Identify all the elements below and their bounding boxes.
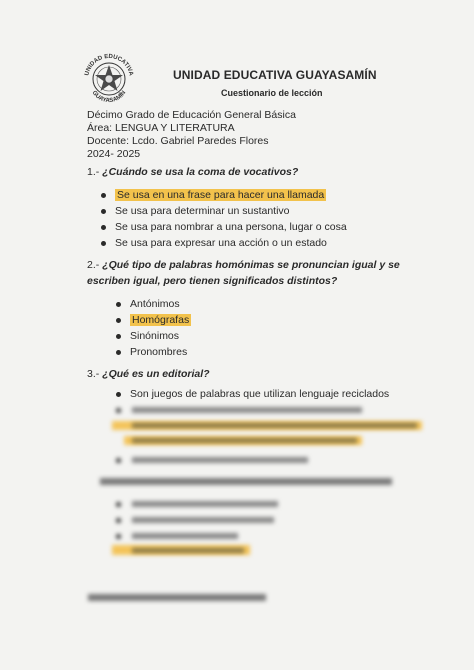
question-2-options <box>116 296 191 360</box>
question-number: 3.- <box>87 368 100 380</box>
bullet-icon <box>116 458 121 463</box>
option-item <box>116 386 389 402</box>
option-label: Sinónimos <box>130 330 180 342</box>
question-text: ¿Qué es un editorial? <box>102 368 210 380</box>
option-label: Se usa para expresar una acción o un estado <box>115 237 327 249</box>
document-subtitle: Cuestionario de lección <box>221 88 323 98</box>
blurred-line <box>100 478 392 485</box>
option-label-highlighted: Se usa en una frase para hacer una llamada <box>117 189 325 201</box>
bullet-icon <box>116 302 121 307</box>
bullet-icon <box>116 350 121 355</box>
option-item <box>101 187 347 203</box>
option-item <box>101 235 347 251</box>
blurred-line <box>132 517 274 523</box>
option-label: Pronombres <box>130 346 188 358</box>
option-label: Se usa para nombrar a una persona, lugar o cosa <box>115 221 347 233</box>
bullet-icon <box>116 408 121 413</box>
grade-line: Décimo Grado de Educación General Básica <box>87 109 296 121</box>
question-text: ¿Cuándo se usa la coma de vocativos? <box>102 166 299 178</box>
option-item <box>116 344 191 360</box>
course-info <box>87 109 296 161</box>
option-label: Son juegos de palabras que utilizan lenguaje reciclados <box>130 388 390 400</box>
year-line: 2024- 2025 <box>87 148 141 160</box>
option-item <box>101 219 347 235</box>
blurred-line <box>132 533 238 539</box>
blurred-line <box>132 457 308 463</box>
question-2 <box>87 257 417 289</box>
bullet-icon <box>116 534 121 539</box>
option-item <box>116 328 191 344</box>
option-label: Se usa para determinar un sustantivo <box>115 205 290 217</box>
option-label: Antónimos <box>130 298 180 310</box>
svg-text:GUAYASAMÍN: GUAYASAMÍN <box>90 89 128 105</box>
school-logo-icon <box>80 50 138 108</box>
bullet-icon <box>101 193 106 198</box>
question-3-options <box>116 386 389 402</box>
blurred-line <box>132 501 278 507</box>
bullet-icon <box>116 318 121 323</box>
svg-text:UNIDAD EDUCATIVA: UNIDAD EDUCATIVA <box>84 53 134 77</box>
option-item <box>116 296 191 312</box>
bullet-icon <box>116 334 121 339</box>
blurred-line <box>88 594 266 601</box>
bullet-icon <box>116 392 121 397</box>
blurred-line <box>132 407 362 413</box>
question-1-options <box>101 187 347 251</box>
question-number: 2.- <box>87 259 100 271</box>
teacher-line: Docente: Lcdo. Gabriel Paredes Flores <box>87 135 269 147</box>
bullet-icon <box>116 502 121 507</box>
blurred-line <box>132 423 417 428</box>
question-3 <box>87 366 417 382</box>
bullet-icon <box>101 241 106 246</box>
bullet-icon <box>101 209 106 214</box>
blurred-line <box>132 438 357 443</box>
school-name: UNIDAD EDUCATIVA GUAYASAMÍN <box>173 68 377 82</box>
option-label-highlighted: Homógrafas <box>132 314 190 326</box>
bullet-icon <box>101 225 106 230</box>
blurred-line <box>132 548 244 553</box>
question-text: ¿Qué tipo de palabras homónimas se pronuncian igual y se escriben igual, pero tienen significados distintos? <box>87 259 400 287</box>
question-1 <box>87 164 417 180</box>
option-item <box>101 203 347 219</box>
question-number: 1.- <box>87 166 100 178</box>
area-line: Área: LENGUA Y LITERATURA <box>87 122 235 134</box>
option-item <box>116 312 191 328</box>
bullet-icon <box>116 518 121 523</box>
